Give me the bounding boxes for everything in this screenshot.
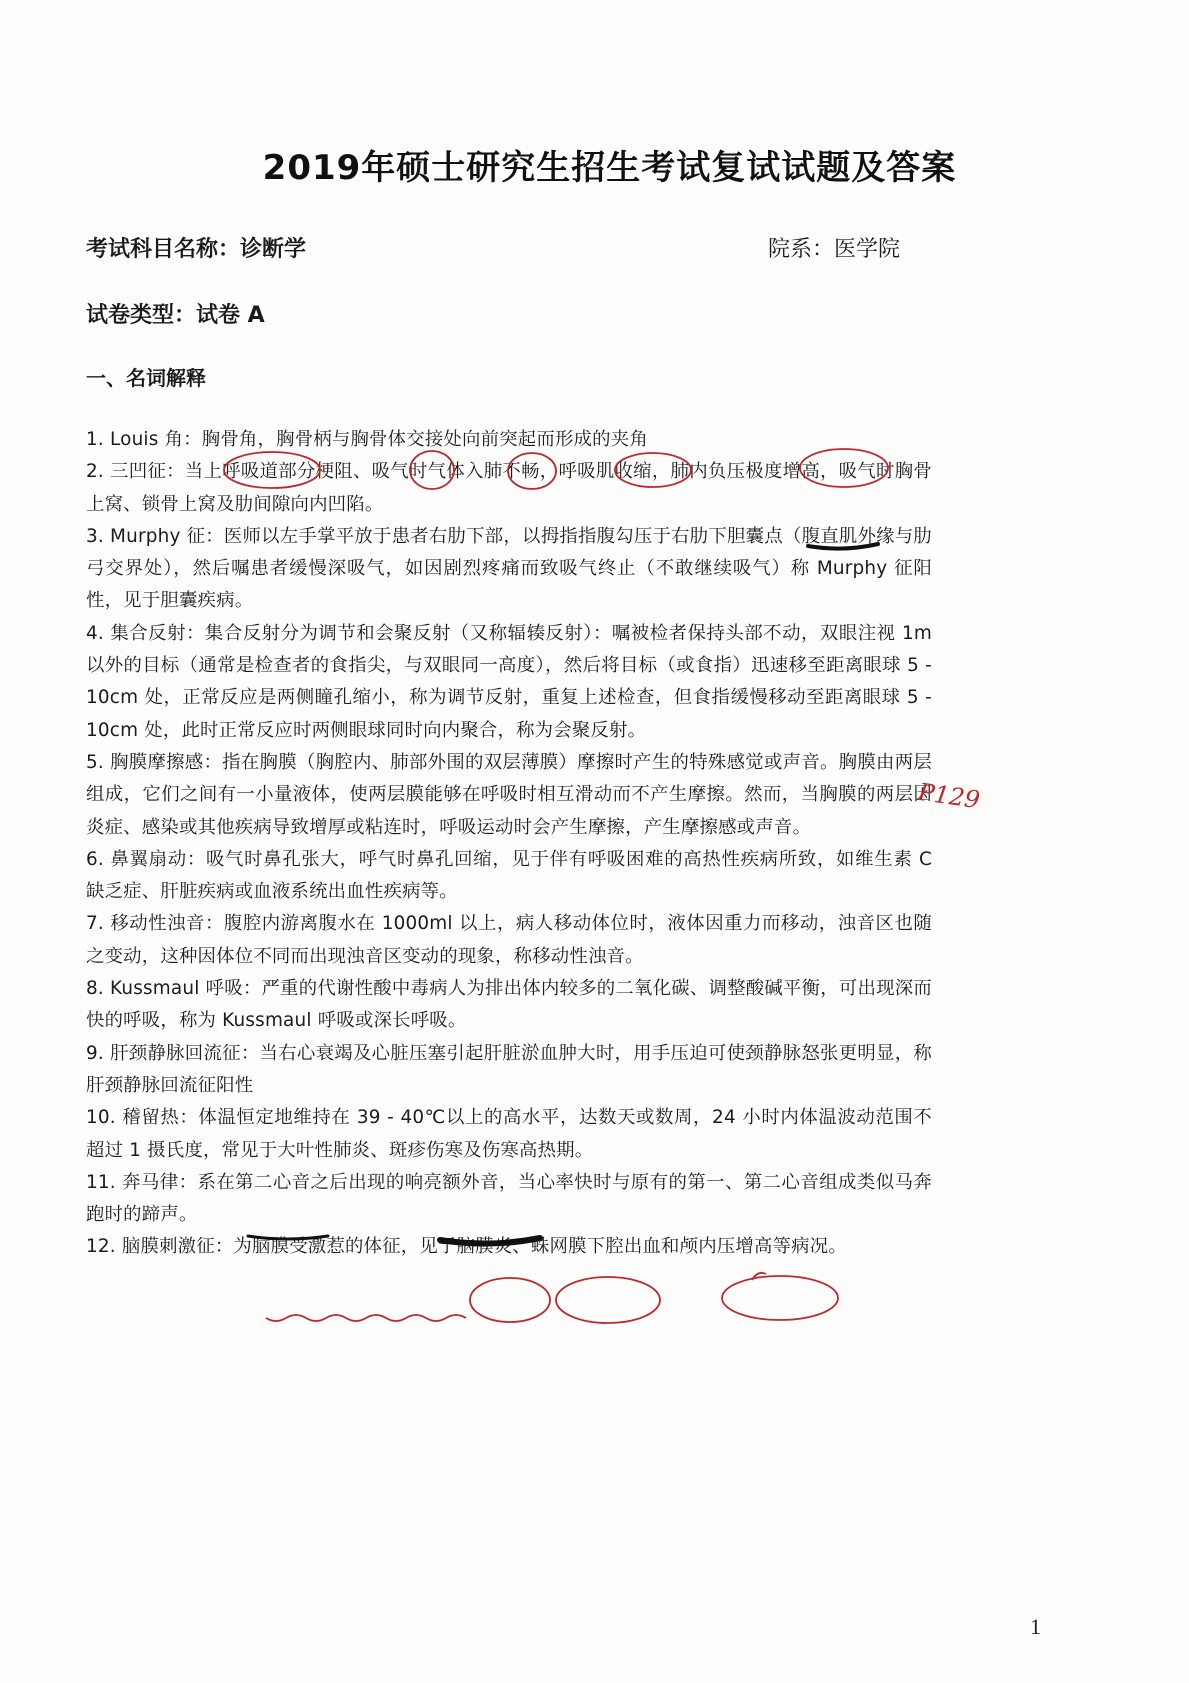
section-heading: 一、名词解释 <box>86 366 206 390</box>
subject-label: 考试科目名称：诊断学 <box>86 237 307 262</box>
red-circle-mark <box>556 1277 660 1323</box>
definition-item: 12. 脑膜刺激征：为脑膜受激惹的体征，见于脑膜炎、蛛网膜下腔出血和颅内压增高等病况。 <box>86 1236 847 1258</box>
definition-item: 8. Kussmaul 呼吸：严重的代谢性酸中毒病人为排出体内较多的二氧化碳、调整酸碱平衡，可出现深而快的呼吸，称为 Kussmaul 呼吸或深长呼吸。 <box>86 978 932 1032</box>
red-wavy-underline <box>266 1315 466 1321</box>
red-tick-mark <box>752 1273 766 1280</box>
definition-item: 11. 奔马律：系在第二心音之后出现的响亮额外音，当心率快时与原有的第一、第二心音组成类似马奔跑时的蹄声。 <box>86 1171 932 1226</box>
red-circle-mark <box>470 1278 550 1322</box>
paper-type-label: 试卷类型：试卷 A <box>86 303 265 328</box>
red-circle-mark <box>722 1276 838 1320</box>
definition-item: 5. 胸膜摩擦感：指在胸膜（胸腔内、肺部外围的双层薄膜）摩擦时产生的特殊感觉或声音。胸膜由两层组成，它们之间有一小量液体，使两层膜能够在呼吸时相互滑动而不产生摩擦。然而，当胸膜的两层因炎症、感染或其他疾病导致增厚或粘连时，呼吸运动时会产生摩擦，产生摩擦感或声音。 <box>86 751 932 838</box>
definition-item: 10. 稽留热：体温恒定地维持在 39 - 40℃以上的高水平，达数天或数周，24 小时内体温波动范围不超过 1 摄氏度，常见于大叶性肺炎、斑疹伤寒及伤寒高热期。 <box>86 1107 932 1161</box>
page-title: 2019年硕士研究生招生考试复试试题及答案 <box>262 148 957 188</box>
definition-item: 9. 肝颈静脉回流征：当右心衰竭及心脏压塞引起肝脏淤血肿大时，用手压迫可使颈静脉怒张更明显，称肝颈静脉回流征阳性 <box>86 1042 932 1096</box>
definition-list <box>86 424 932 1264</box>
definition-item: 2. 三凹征：当上呼吸道部分梗阻、吸气时气体入肺不畅，呼吸肌收缩，肺内负压极度增高，吸气时胸骨上窝、锁骨上窝及肋间隙向内凹陷。 <box>86 461 932 515</box>
department-label: 院系：医学院 <box>768 237 901 262</box>
definition-item: 4. 集合反射：集合反射分为调节和会聚反射（又称辐辏反射）：嘱被检者保持头部不动，双眼注视 1m 以外的目标（通常是检查者的食指尖，与双眼同一高度），然后将目标（或食指）迅速移至距离眼球 5 - 10cm 处，正常反应是两侧瞳孔缩小，称为调节反射，重复上述检查，但食指缓慢移动至距离眼球 5 - 10cm 处，此时正常反应时两侧眼球同时向内聚合，称为会聚反射。 <box>86 622 932 741</box>
definition-item: 6. 鼻翼扇动：吸气时鼻孔张大，呼气时鼻孔回缩，见于伴有呼吸困难的高热性疾病所致，如维生素 C 缺乏症、肝脏疾病或血液系统出血性疾病等。 <box>86 848 932 903</box>
definition-item: 1. Louis 角：胸骨角，胸骨柄与胸骨体交接处向前突起而形成的夹角 <box>86 429 648 450</box>
definition-item: 7. 移动性浊音：腹腔内游离腹水在 1000ml 以上，病人移动体位时，液体因重力而移动，浊音区也随之变动，这种因体位不同而出现浊音区变动的现象，称移动性浊音。 <box>86 913 932 967</box>
page-number: 1 <box>1030 1614 1041 1639</box>
definition-item: 3. Murphy 征：医师以左手掌平放于患者右肋下部，以拇指指腹勾压于右肋下胆囊点（腹直肌外缘与肋弓交界处），然后嘱患者缓慢深吸气，如因剧烈疼痛而致吸气终止（不敢继续吸气）称 Murphy 征阳性，见于胆囊疾病。 <box>86 525 932 612</box>
handwritten-page-note: P129 <box>916 777 982 815</box>
